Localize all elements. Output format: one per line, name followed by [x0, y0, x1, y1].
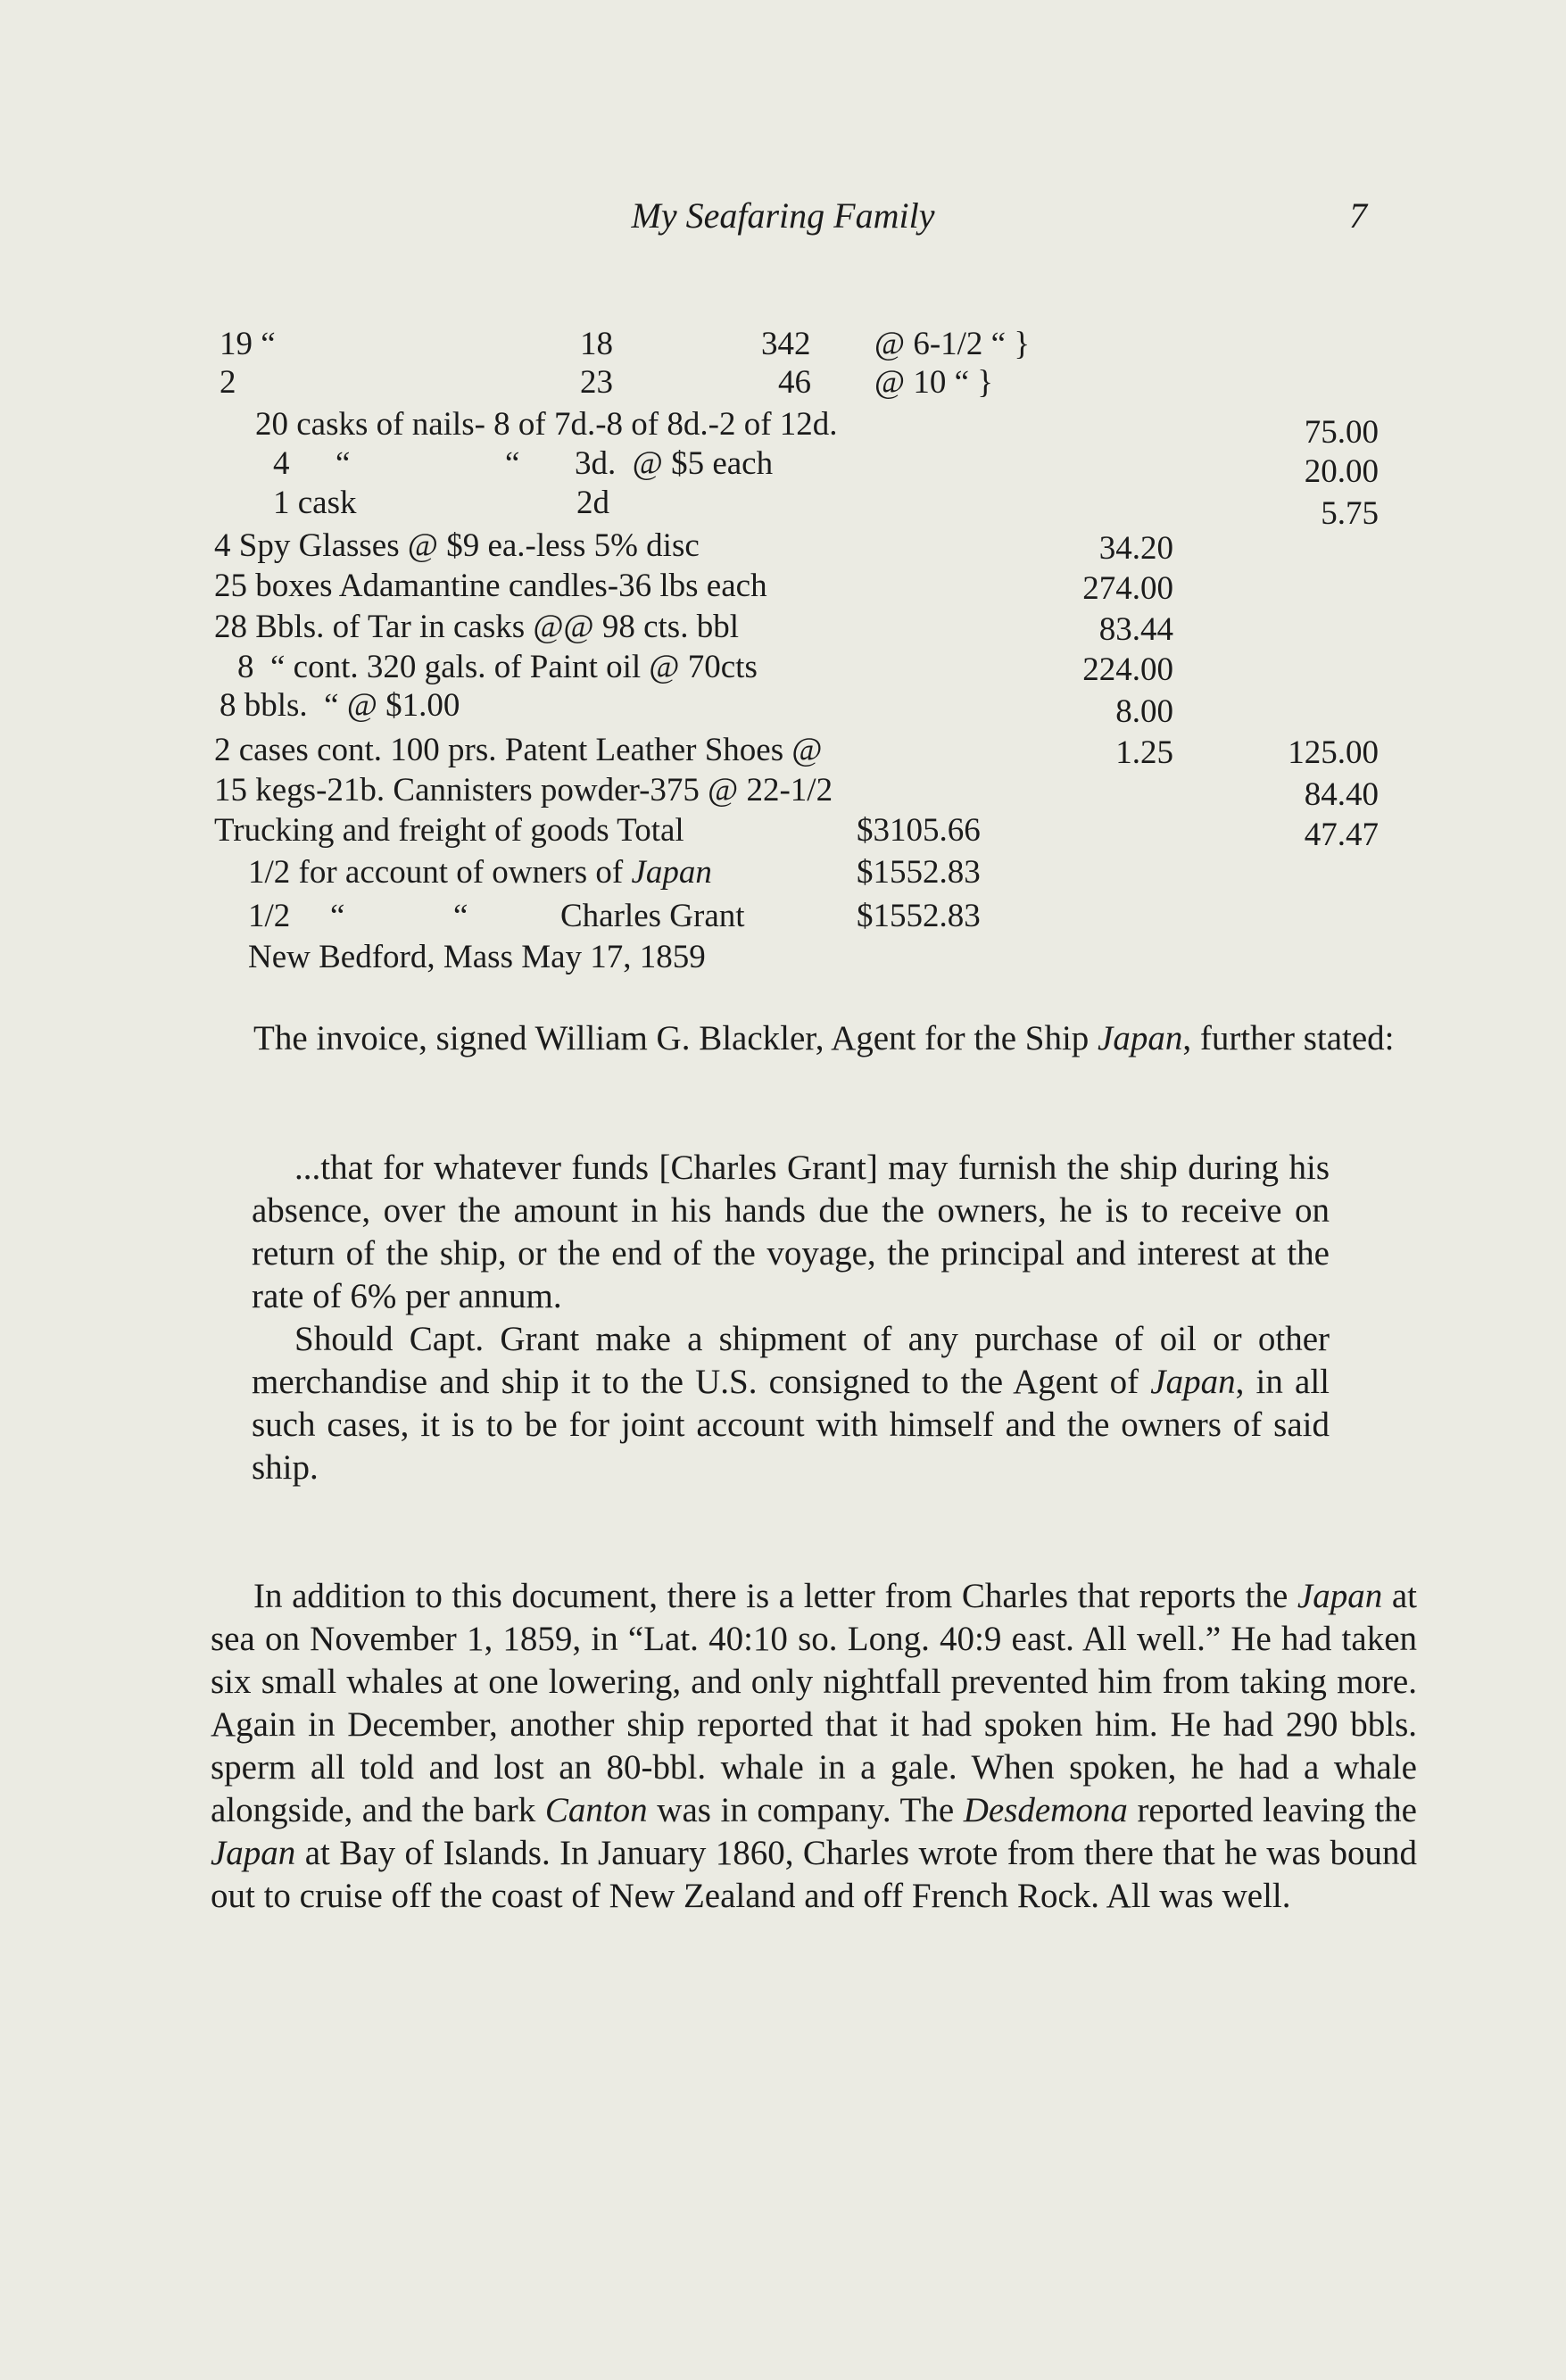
ship-name: Japan	[631, 854, 712, 891]
ledger-amount: 224.00	[1082, 651, 1173, 688]
ledger-amount: 274.00	[1082, 570, 1173, 607]
page-number: 7	[1349, 195, 1367, 236]
ledger-cell: @ 10 “ }	[874, 364, 994, 401]
text: at sea on November 1, 1859, in “Lat. 40:10 so. Long. 40:9 east. All well.” He had taken six small whales at one lowering, and only nightfall prevented him from taking more. Again in December, another ship reported that it had spoken him. He had 290 bbls. sperm all told and lost an 80-bbl. whale in a gale. When spoken, he had a whale alongside, and the bark	[211, 1577, 1417, 1829]
text: Should Capt. Grant make a shipment of any purchase of oil or other merchandise and ship it to the U.S. consigned to the Agent of	[252, 1320, 1330, 1401]
paragraph-letter	[211, 1575, 1417, 1918]
ledger-cell	[248, 856, 712, 889]
ledger-cell: 18	[580, 326, 613, 362]
ledger-text: 1/2 for account of owners of	[248, 854, 624, 891]
ledger-cell: “	[505, 445, 520, 482]
ledger-amount: 83.44	[1098, 611, 1173, 648]
ship-name: Japan	[211, 1834, 296, 1872]
ledger-amount: $1552.83	[857, 898, 981, 934]
ledger-cell: 3d. @ $5 each	[575, 445, 774, 482]
text: , further stated:	[1182, 1019, 1395, 1057]
ledger-cell: 4 Spy Glasses @ $9 ea.-less 5% disc	[214, 527, 700, 564]
running-title: My Seafaring Family	[631, 195, 935, 236]
quote-paragraph-2	[252, 1318, 1330, 1489]
ledger-cell: 19 “	[220, 326, 276, 362]
ship-name: Japan	[1098, 1019, 1183, 1057]
text: at Bay of Islands. In January 1860, Charles wrote from there that he was bound out to cruise off the coast of New Zealand and off French Rock. All was well.	[211, 1834, 1417, 1915]
ledger-amount: 5.75	[1321, 495, 1379, 532]
ledger-cell: 8 “ cont. 320 gals. of Paint oil @ 70cts	[237, 649, 758, 685]
ledger-cell: “	[453, 898, 468, 934]
ledger-cell: “	[330, 898, 345, 934]
paragraph-invoice-intro	[211, 1017, 1417, 1060]
text: In addition to this document, there is a letter from Charles that reports the	[253, 1577, 1297, 1615]
ledger-amount: 75.00	[1304, 414, 1379, 451]
ledger-cell: 1/2	[248, 898, 291, 934]
ship-name: Japan	[1150, 1363, 1236, 1401]
block-quote	[252, 1147, 1330, 1489]
ledger-cell: Charles Grant	[560, 898, 745, 934]
ledger-amount: 8.00	[1115, 693, 1173, 730]
ledger-cell: 342	[761, 326, 811, 362]
text: reported leaving the	[1127, 1791, 1417, 1829]
ship-name: Canton	[544, 1791, 648, 1829]
ledger-cell: “	[336, 445, 351, 482]
ledger-cell: 46	[778, 364, 811, 401]
ledger-cell: 4	[273, 445, 290, 482]
ship-name: Desdemona	[963, 1791, 1128, 1829]
ledger-cell: 15 kegs-21b. Cannisters powder-375 @ 22-1/2	[214, 772, 833, 809]
ledger-amount: 1.25	[1115, 734, 1173, 771]
ledger-amount: 84.40	[1304, 776, 1379, 813]
ledger-cell: 2	[220, 364, 236, 401]
ledger-cell: 1 cask	[273, 485, 357, 521]
text: was in company. The	[647, 1791, 964, 1829]
ledger-cell: @ 6-1/2 “ }	[874, 326, 1031, 362]
quote-paragraph-1: ...that for whatever funds [Charles Grant] may furnish the ship during his absence, over the amount in his hands due the owners, he is to receive on return of the ship, or the end of the voyage, the principal and interest at the rate of 6% per annum.	[252, 1149, 1330, 1315]
ledger-cell: 2d	[576, 485, 609, 521]
ledger-amount: 47.47	[1304, 817, 1379, 853]
ledger-amount: $1552.83	[857, 854, 981, 891]
ledger-cell: 2 cases cont. 100 prs. Patent Leather Shoes @	[214, 732, 823, 768]
ship-name: Japan	[1297, 1577, 1383, 1615]
ledger-cell: 23	[580, 364, 613, 401]
ledger-cell: 25 boxes Adamantine candles-36 lbs each	[214, 568, 767, 604]
ledger-cell: Trucking and freight of goods Total	[214, 812, 684, 849]
ledger-cell: 8 bbls. “ @ $1.00	[220, 687, 460, 724]
ledger-amount: 20.00	[1304, 453, 1379, 490]
ledger-amount: $3105.66	[857, 812, 981, 849]
ledger-cell: 20 casks of nails- 8 of 7d.-8 of 8d.-2 of 12d.	[255, 406, 838, 443]
ledger-cell: New Bedford, Mass May 17, 1859	[248, 939, 706, 975]
text: , in all such cases, it is to be for joint account with himself and the owners of said ship.	[252, 1363, 1330, 1487]
ledger-amount: 125.00	[1288, 734, 1379, 771]
ledger-cell: 28 Bbls. of Tar in casks @@ 98 cts. bbl	[214, 609, 739, 645]
text: The invoice, signed William G. Blackler, Agent for the Ship	[253, 1019, 1098, 1057]
ledger-amount: 34.20	[1098, 530, 1173, 567]
